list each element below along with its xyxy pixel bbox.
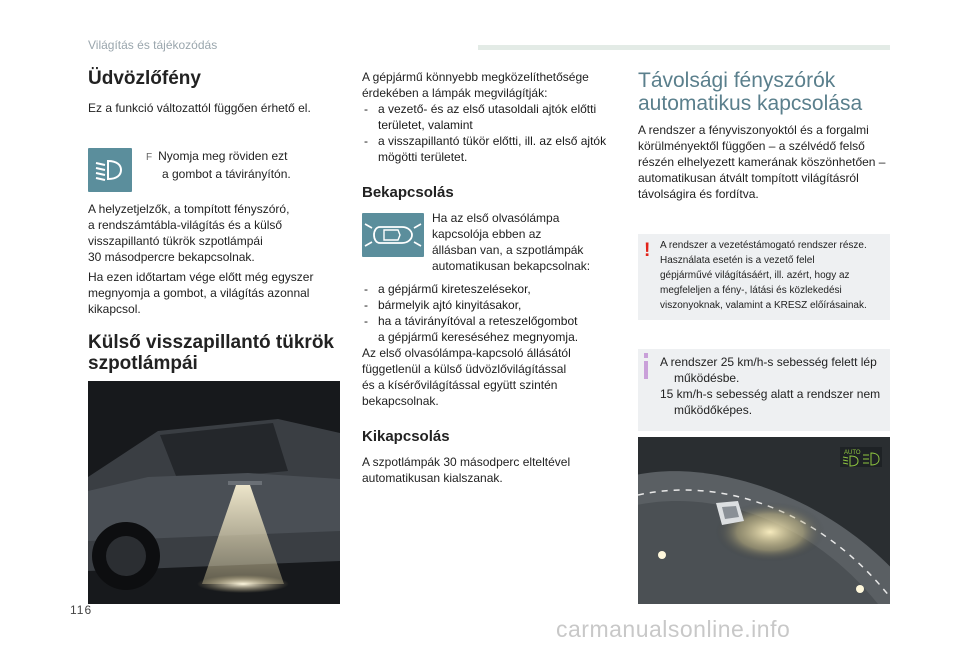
list-item: - a visszapillantó tükör előtti, ill. az első ajtók mögötti területet.	[362, 133, 617, 165]
header-section-title: Világítás és tájékozódás	[88, 38, 218, 52]
car-lamp-switch-icon	[362, 213, 424, 257]
mirror-spotlights-heading: Külső visszapillantó tükrök szpotlámpái	[88, 332, 334, 374]
list-item: - bármelyik ajtó kinyitásakor,	[362, 297, 617, 313]
header-rule	[478, 45, 890, 50]
switch-off-heading: Kikapcsolás	[362, 428, 450, 445]
instruction-bullet: F	[146, 152, 153, 163]
switch-on-text: Ha az első olvasólámpa kapcsolója ebben az állásban van, a szpotlámpák automatikusan bekapcsolnak:	[432, 211, 591, 273]
warning-text: A rendszer a vezetéstámogató rendszer része. Használata esetén is a vezető felel gépjárművé világításáért, ill. azért, hogy az megfeleljen a fény-, látási és közlekedési viszonyoknak, valamint a KRESZ előírásainak.	[660, 240, 867, 311]
switch-on-heading: Bekapcsolás	[362, 184, 454, 201]
welcome-light-intro: Ez a funkció változattól függően érhető el.	[88, 101, 311, 115]
info-icon	[644, 353, 648, 379]
car-puddle-light-image	[88, 381, 340, 604]
info-text: A rendszer 25 km/h-s sebesség felett lép működésbe. 15 km/h-s sebesség alatt a rendszer nem működőképes.	[660, 355, 881, 417]
switch-off-text: A szpotlámpák 30 másodperc elteltével automatikusan kialszanak.	[362, 455, 571, 485]
auto-badge: AUTO	[844, 450, 861, 456]
welcome-light-para3: Ha ezen időtartam vége előtt még egyszer megnyomja a gombot, a világítás azonnal kikapcsol.	[88, 270, 314, 316]
auto-high-beam-road-image	[638, 437, 890, 604]
switch-on-list	[362, 281, 617, 345]
list-item: - ha a távirányítóval a reteszelőgombot a gépjármű kereséséhez megnyomja.	[362, 313, 617, 345]
warning-icon: !	[644, 240, 651, 261]
watermark: carmanualsonline.info	[556, 616, 791, 642]
list-item: - a vezető- és az első utasoldali ajtók előtti területet, valamint	[362, 101, 617, 133]
welcome-light-heading: Üdvözlőfény	[88, 68, 201, 89]
page-number: 116	[70, 603, 93, 617]
welcome-light-instruction: F Nyomja meg röviden ezt a gombot a távirányítón.	[146, 149, 291, 181]
mirror-spotlights-list	[362, 101, 617, 165]
info-box	[638, 349, 890, 431]
list-item: - a gépjármű kireteszelésekor,	[362, 281, 617, 297]
mirror-spotlights-intro: A gépjármű könnyebb megközelíthetősége érdekében a lámpák megvilágítják:	[362, 70, 589, 100]
headlamp-low-beam-icon	[88, 148, 132, 192]
high-beam-heading: Távolsági fényszórók automatikus kapcsolása	[638, 69, 863, 115]
switch-on-para: Az első olvasólámpa-kapcsoló állásától függetlenül a külső üdvözlővilágítással és a kísérővilágítással együtt szintén bekapcsolnak.	[362, 346, 571, 408]
welcome-light-para2: A helyzetjelzők, a tompított fényszóró, a rendszámtábla-világítás és a külső visszapillantó tükrök szpotlámpái 30 másodpercre bekapcsolnak.	[88, 202, 290, 264]
warning-box	[638, 234, 890, 320]
high-beam-para: A rendszer a fényviszonyoktól és a forgalmi körülményektől függően – a szélvédő felső részén elhelyezett kamerának köszönhetően – automatikusan átvált tompított világításról távolságira és fordítva.	[638, 123, 886, 201]
